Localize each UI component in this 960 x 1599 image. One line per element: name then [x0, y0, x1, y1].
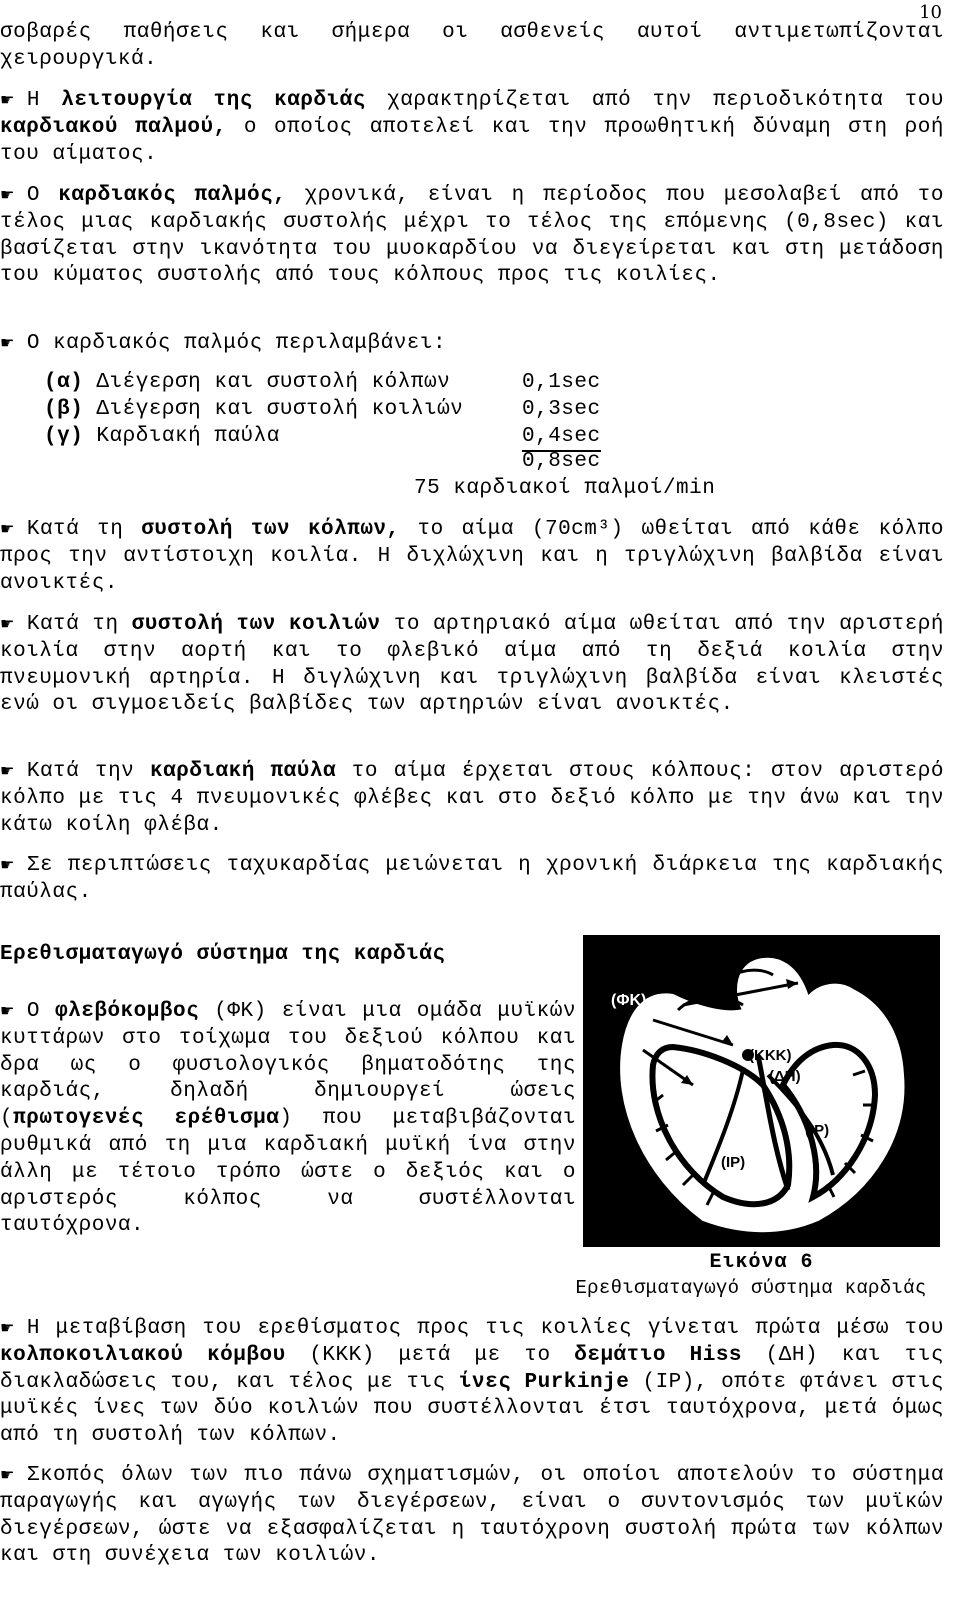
pointing-hand-icon: ☛: [0, 1318, 15, 1337]
paragraph-sinoatrial-node: ☛ Ο φλεβόκομβος (ΦΚ) είναι μια ομάδα μυϊκών κυττάρων στο τοίχωμα του δεξιού κόλπου και δρα ως ο φυσιολογικός βηματοδότης της καρδιάς, δηλαδή δημιουργεί ώσεις (πρωτογενές ερέθισμα) που μεταβιβάζονται ρυθμικά από τη μια καρδιακή μυϊκή ίνα στην άλλη με τέτοιο τρόπο ώστε ο δεξιός και ο αριστερός κόλπος να συστέλλονται ταυτόχρονα.: [0, 1000, 576, 1238]
heart-diagram: [583, 935, 940, 1247]
list-item: (γ) Καρδιακή παύλα 0,4sec: [44, 424, 463, 451]
pointing-hand-icon: ☛: [0, 90, 15, 109]
paragraph-diastole: ☛ Κατά την καρδιακή παύλα το αίμα έρχεται στους κόλπους: στον αριστερό κόλπο με τις 4 πνευμονικές φλέβες και στο δεξιό κόλπο με την άνω και την κάτω κοίλη φλέβα.: [0, 760, 945, 837]
paragraph-cardiac-cycle: ☛ Ο καρδιακός παλμός, χρονικά, είναι η περίοδος που μεσολαβεί από το τέλος μιας καρδιακής συστολής μέχρι το τέλος της επόμενης (0,8sec) και βασίζεται στην ικανότητα του μυοκαρδίου να διεγείρεται και στη μετάδοση του κύματος συστολής από τους κόλπους προς τις κοιλίες.: [0, 184, 944, 288]
pointing-hand-icon: ☛: [0, 855, 15, 874]
page-number: 10: [919, 2, 942, 23]
pointing-hand-icon: ☛: [0, 614, 15, 633]
figure-title: Εικόνα 6: [709, 1251, 814, 1274]
figure-label-ip-left: (IP): [721, 1154, 746, 1171]
figure-label-dh: (ΔΗ): [769, 1068, 801, 1085]
paragraph-intro: σοβαρές παθήσεις και σήμερα οι ασθενείς αυτοί αντιμετωπίζονται χειρουργικά.: [0, 21, 944, 71]
heart-rate: 75 καρδιακοί παλμοί/min: [414, 477, 716, 500]
paragraph-tachycardia: ☛ Σε περιπτώσεις ταχυκαρδίας μειώνεται η χρονική διάρκεια της καρδιακής παύλας.: [0, 854, 944, 904]
pointing-hand-icon: ☛: [0, 519, 15, 538]
paragraph-av-node: ☛ Η μεταβίβαση του ερεθίσματος προς τις κοιλίες γίνεται πρώτα μέσω του κολποκοιλιακού κόμβου (ΚΚΚ) μετά με το δεμάτιο Hiss (ΔΗ) και τις διακλαδώσεις του, και τέλος με τις ίνες Purkinje (IP), οπότε φτάνει στις μυϊκές ίνες των δύο κοιλιών που συστέλλονται έτσι ταυτόχρονα, μετά όμως από τη συστολή των κόλπων.: [0, 1317, 944, 1448]
pointing-hand-icon: ☛: [0, 1465, 15, 1484]
pointing-hand-icon: ☛: [0, 761, 15, 780]
pointing-hand-icon: ☛: [0, 1001, 15, 1020]
paragraph-ventricular-systole: ☛ Κατά τη συστολή των κοιλιών το αρτηριακό αίμα ωθείται από την αριστερή κοιλία στην αορτή και το φλεβικό αίμα από τη δεξιά κοιλία στην πνευμονική αρτηρία. Η διγλώχινη και τριγλώχινη βαλβίδα είναι κλειστές ενώ οι σιγμοειδείς βαλβίδες των αρτηριών είναι ανοικτές.: [0, 613, 945, 717]
heart-conduction-figure: [583, 935, 940, 1247]
paragraph-heart-function: ☛ Η λειτουργία της καρδιάς χαρακτηρίζεται από την περιοδικότητα του καρδιακού παλμού, ο οποίος αποτελεί και την προωθητική δύναμη στη ροή του αίματος.: [0, 89, 944, 166]
pointing-hand-icon: ☛: [0, 333, 15, 352]
paragraph-purpose: ☛ Σκοπός όλων των πιο πάνω σχηματισμών, οι οποίοι αποτελούν το σύστημα παραγωγής και αγωγής των διεγέρσεων, είναι ο συντονισμός των μυϊκών διεγέρσεων, ώστε να εξασφαλίζεται η ταυτόχρονη συστολή πρώτα των κόλπων και στη συνέχεια των κοιλιών.: [0, 1464, 944, 1568]
list-item: (α) Διέγερση και συστολή κόλπων 0,1sec: [44, 371, 601, 394]
list-item: (β) Διέγερση και συστολή κοιλιών 0,3sec: [44, 397, 601, 421]
cycle-phase-list: [44, 370, 601, 450]
figure-caption: Ερεθισματαγωγό σύστημα καρδιάς: [575, 1277, 927, 1299]
figure-label-kkk: (ΚΚΚ): [749, 1047, 792, 1064]
pointing-hand-icon: ☛: [0, 185, 15, 204]
section-heading: Ερεθισματαγωγό σύστημα της καρδιάς: [0, 943, 446, 966]
total-cycle-time: 0,8sec: [522, 450, 601, 473]
paragraph-atrial-systole: ☛ Κατά τη συστολή των κόλπων, το αίμα (70cm³) ωθείται από κάθε κόλπο προς την αντίστοιχη κοιλία. Η διχλώχινη και η τριγλώχινη βαλβίδα είναι ανοικτές.: [0, 518, 944, 595]
figure-label-fk: (ΦΚ): [611, 992, 647, 1009]
figure-label-ip-right: (IP): [805, 1122, 830, 1139]
paragraph-cycle-includes: ☛ Ο καρδιακός παλμός περιλαμβάνει:: [0, 332, 447, 355]
